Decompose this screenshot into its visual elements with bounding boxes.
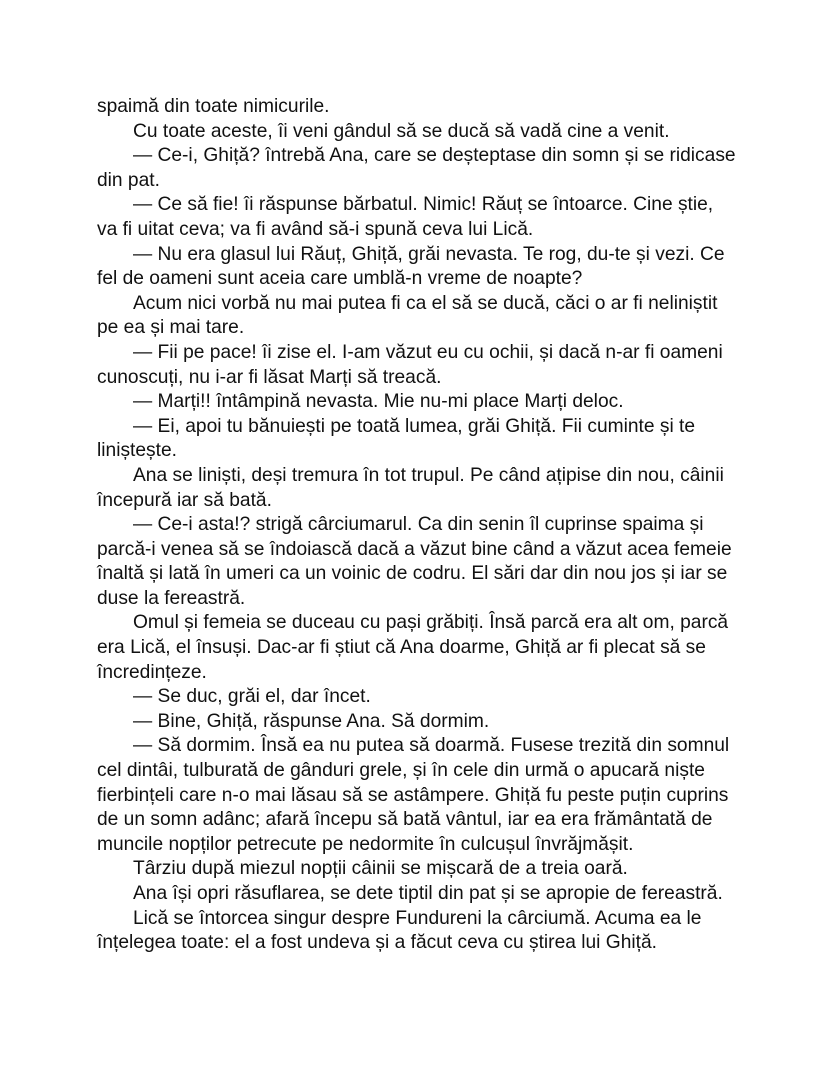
paragraph: — Nu era glasul lui Răuț, Ghiță, grăi nevasta. Te rog, du-te și vezi. Ce fel de oameni sunt aceia care umblă-n vreme de noapte? (97, 243, 725, 290)
paragraph: Ana se liniști, deși tremura în tot trupul. Pe când ațipise din nou, câinii începură iar să bată. (97, 464, 724, 511)
paragraph: Cu toate aceste, îi veni gândul să se ducă să vadă cine a venit. (133, 120, 670, 142)
paragraph: Ana își opri răsuflarea, se dete tiptil din pat și se apropie de fereastră. (133, 883, 723, 904)
paragraph: — Ce să fie! îi răspunse bărbatul. Nimic! Răuț se întoarce. Cine știe, va fi uitat ceva; va fi având să-i spună ceva lui Lică. (97, 194, 714, 240)
paragraph: — Ei, apoi tu bănuiești pe toată lumea, grăi Ghiță. Fii cuminte și te liniștește. (97, 415, 696, 462)
paragraph: — Marți!! întâmpină nevasta. Mie nu-mi place Marți deloc. (133, 391, 624, 413)
paragraph: spaimă din toate nimicurile. (97, 96, 330, 117)
document-page (97, 95, 737, 956)
paragraph: Acum nici vorbă nu mai putea fi ca el să se ducă, căci o ar fi neliniștit pe ea și mai tare. (97, 292, 718, 339)
paragraph: Lică se întorcea singur despre Fundureni la cârciumă. Acuma ea le înțelegea toate: el a fost undeva și a făcut ceva cu știrea lui Ghiță. (97, 907, 702, 954)
paragraph: — Să dormim. Însă ea nu putea să doarmă. Fusese trezită din somnul cel dintâi, tulburată de gânduri grele, și în cele din urmă o apucară niște fierbințeli care n-o mai lăsau să se astâmpere. Ghiță fu peste puțin cuprins de un somn adânc; afară începu să bată vântul, iar ea era frământată de muncile nopților petrecute pe nedormite în culcușul învrăjmășit. (97, 735, 730, 855)
paragraph: — Bine, Ghiță, răspunse Ana. Să dormim. (133, 710, 490, 732)
paragraph: — Fii pe pace! îi zise el. I-am văzut eu cu ochii, și dacă n-ar fi oameni cunoscuți, nu i-ar fi lăsat Marți să treacă. (97, 341, 723, 388)
paragraph: — Ce-i asta!? strigă cârciumarul. Ca din senin îl cuprinse spaima și parcă-i venea să se îndoiască dacă a văzut bine când a văzut acea femeie înaltă și lată în umeri ca un voinic de codru. El sări dar din nou jos și iar se duse la fereastră. (97, 514, 732, 609)
paragraph: — Ce-i, Ghiță? întrebă Ana, care se deșteptase din somn și se ridicase din pat. (97, 145, 736, 191)
paragraph: — Se duc, grăi el, dar încet. (133, 686, 371, 708)
paragraph: Omul și femeia se duceau cu pași grăbiți. Însă parcă era alt om, parcă era Lică, el însuși. Dac-ar fi știut că Ana doarme, Ghiță ar fi plecat să se încredințeze. (97, 612, 729, 683)
paragraph: Târziu după miezul nopții câinii se mișcară de a treia oară. (133, 858, 628, 880)
